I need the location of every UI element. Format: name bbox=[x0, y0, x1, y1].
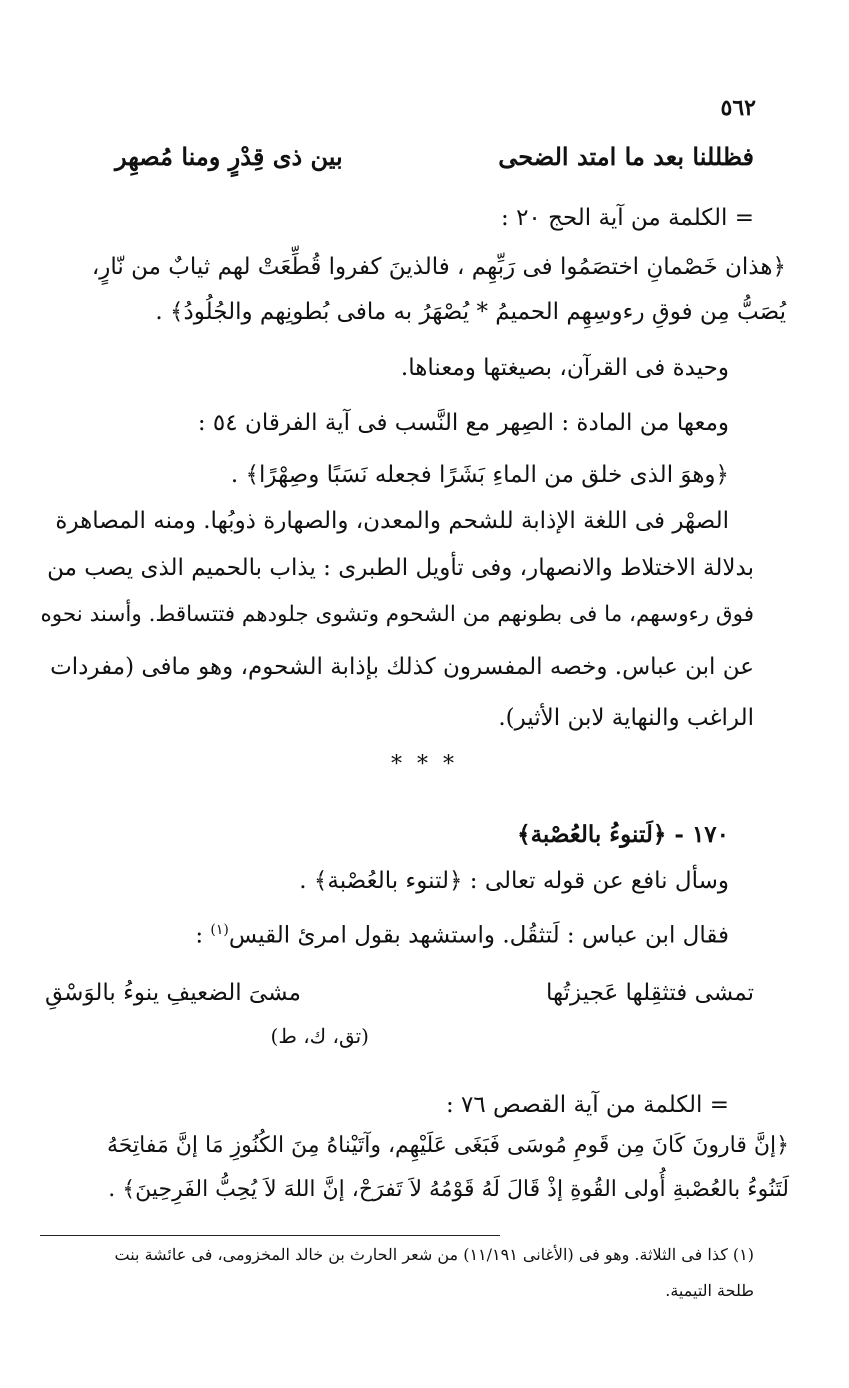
poem1-first-half: فظللنا بعد ما امتد الضحى bbox=[498, 142, 754, 171]
section-heading: ١٧٠ - ﴿لَتنوءُ بالعُصْبة﴾ bbox=[517, 821, 729, 848]
answer-line bbox=[40, 915, 729, 951]
text-line: = الكلمة من آية القصص ٧٦ : bbox=[445, 1092, 729, 1118]
text-line: الصهْر فى اللغة الإذابة للشحم والمعدن، والصهارة ذوبُها. ومنه المصاهرة bbox=[55, 508, 729, 534]
quran-line: لَتَنُوءُ بالعُصْبةِ أُولى القُوةِ إذْ قَالَ لَهُ قَوْمُهُ لاَ تَفرَحْ، إنَّ اللهَ لاَ يُحِبُّ الفَرِحِينَ﴾ . bbox=[108, 1177, 789, 1202]
quran-line: ﴿وهوَ الذى خلق من الماءِ بَشَرًا فجعله نَسَبًا وصِهْرًا﴾ . bbox=[230, 462, 729, 488]
poem2-first-half: تمشى فتثقِلها عَجيزتُها bbox=[546, 980, 754, 1006]
question-line: وسأل نافع عن قوله تعالى : ﴿لتنوء بالعُصْبة﴾ . bbox=[299, 868, 729, 894]
quran-line: يُصَبُّ مِن فوقِ رءوسِهِم الحميمُ * يُصْهَرُ به مافى بُطونِهم والجُلُودُ﴾ . bbox=[155, 299, 786, 325]
text-line: ومعها من المادة : الصِهر مع النَّسب فى آية الفرقان ٥٤ : bbox=[197, 410, 729, 436]
footnote-line: (١) كذا فى الثلاثة. وهو فى (الأغانى ١١/١٩١) من شعر الحارث بن خالد المخزومى، فى عائشة بنت bbox=[114, 1245, 754, 1264]
poem2-second-half: مشىَ الضعيفِ ينوءُ بالوَسْقِ bbox=[45, 980, 301, 1006]
footnote-divider bbox=[40, 1235, 500, 1236]
text-line: = الكلمة من آية الحج ٢٠ : bbox=[501, 205, 754, 231]
section-separator: * * * bbox=[391, 752, 458, 777]
text-line: الراغب والنهاية لابن الأثير). bbox=[498, 705, 754, 731]
answer-end: : bbox=[195, 922, 211, 949]
poem2-source: (تق، ك، ط) bbox=[270, 1024, 369, 1048]
footnote-line: طلحة التيمية. bbox=[665, 1281, 754, 1300]
text-line: بدلالة الاختلاط والانصهار، وفى تأويل الطبرى : يذاب بالحميم الذى يصب من bbox=[47, 555, 754, 581]
text-line: وحيدة فى القرآن، بصيغتها ومعناها. bbox=[400, 355, 729, 381]
text-line: فوق رءوسهم، ما فى بطونهم من الشحوم وتشوى جلودهم فتتساقط. وأسند نحوه bbox=[40, 602, 754, 627]
answer-text: فقال ابن عباس : لَتثقُل. واستشهد بقول امرئ القيس bbox=[228, 922, 729, 949]
text-line: عن ابن عباس. وخصه المفسرون كذلك بإذابة الشحوم، وهو مافى (مفردات bbox=[50, 654, 754, 680]
quran-line: ﴿إنَّ قارونَ كَانَ مِن قَومِ مُوسَى فَبَغَى عَلَيْهِم، وآتَيْناهُ مِنَ الكُنُوزِ مَا إنَّ مَفاتِحَهُ bbox=[107, 1133, 789, 1158]
page-number: ٥٦٢ bbox=[720, 95, 756, 121]
poem1-second-half: بين ذى قِدْرٍ ومنا مُصهِر bbox=[115, 142, 343, 171]
quran-line: ﴿هذان خَصْمانِ اختصَمُوا فى رَبِّهِم ، فالذينَ كفروا قُطِّعَتْ لهم ثيابٌ من نّارٍ، bbox=[91, 254, 786, 280]
footnote-marker: (١) bbox=[210, 922, 229, 938]
